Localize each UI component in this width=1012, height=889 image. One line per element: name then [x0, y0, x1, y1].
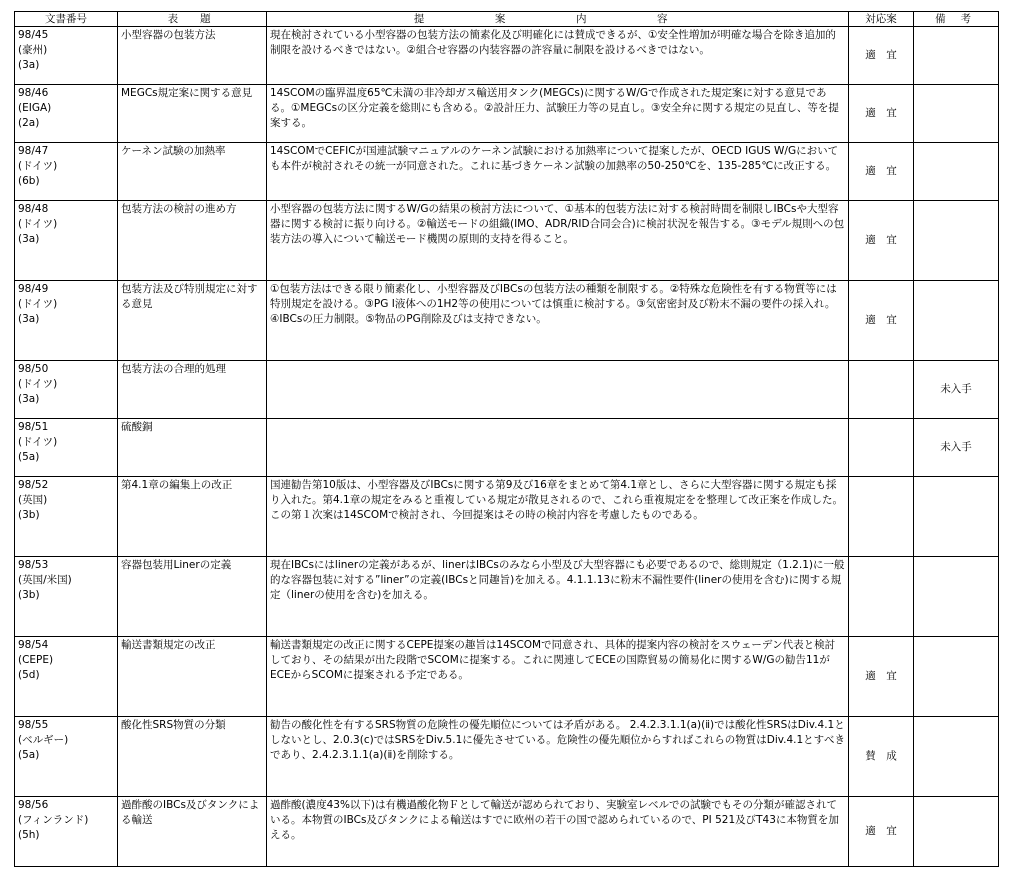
- table-row: [15, 85, 999, 143]
- table-row: [15, 637, 999, 717]
- title-cell: 包装方法の検討の進め方: [118, 201, 267, 281]
- proposal-content-cell: 現在IBCsにはlinerの定義があるが、linerはIBCsのみなら小型及び大型容器にも必要であるので、総則規定（1.2.1)に一般的な容器包装に対する”liner”の定義(IBCsと同趣旨)を加える。4.1.1.13に粉末不漏性要件(linerの使用を含む)に関する規定（linerの使用を含む)を加える。: [267, 557, 849, 637]
- remarks-cell: [914, 281, 999, 361]
- doc-code: (3a): [18, 313, 40, 325]
- proposal-table-container: [14, 11, 999, 867]
- doc-origin: (英国/米国): [18, 574, 72, 586]
- doc-number-cell: [15, 637, 118, 717]
- remarks-cell: [914, 201, 999, 281]
- proposal-content-cell: 現在検討されている小型容器の包装方法の簡素化及び明確化には賛成できるが、①安全性増加が明確な場合を除き追加的制限を設けるべきではない。②組合せ容器の内装容器の許容量に制限を設けるべきではない。: [267, 27, 849, 85]
- proposal-content-cell: 勧告の酸化性を有するSRS物質の危険性の優先順位については矛盾がある。 2.4.2.3.1.1(a)(ⅱ)では酸化性SRSはDiv.4.1としないとし、2.0.3(c)ではSRSをDiv.5.1に優先させている。危険性の優先順位からすればこれらの物質はDiv.4.1とすべきであり、2.4.2.3.1.1(a)(ⅱ)を削除する。: [267, 717, 849, 797]
- proposal-content-cell: [267, 419, 849, 477]
- header-proposal: 提 案 内 容: [267, 12, 849, 27]
- response-cell: 適 宜: [849, 281, 914, 361]
- table-row: [15, 201, 999, 281]
- remarks-cell: 未入手: [914, 361, 999, 419]
- doc-number-cell: [15, 85, 118, 143]
- response-cell: 適 宜: [849, 797, 914, 867]
- doc-number: 98/46: [18, 87, 49, 99]
- proposal-content-cell: 14SCOMでCEFICが国連試験マニュアルのケーネン試験における加熱率について提案したが、OECD IGUS W/Gにおいても本件が検討されその統一が同意された。これに基づきケーネン試験の加熱率の50-250℃を、135-285℃に改正する。: [267, 143, 849, 201]
- response-cell: 適 宜: [849, 85, 914, 143]
- doc-code: (5h): [18, 829, 40, 841]
- response-cell: [849, 361, 914, 419]
- doc-origin: (豪州): [18, 44, 48, 56]
- table-row: [15, 477, 999, 557]
- response-cell: 賛 成: [849, 717, 914, 797]
- proposal-table: [14, 11, 999, 867]
- doc-number: 98/49: [18, 283, 49, 295]
- proposal-content-cell: 国連勧告第10版は、小型容器及びIBCsに関する第9及び16章をまとめて第4.1章とし、さらに大型容器に関する規定も採り入れた。第4.1章の規定をみると重複している規定が散見されるので、これら重複規定をを整理して改正案を作成した。この第１次案は14SCOMで検討され、今回提案はその時の検討内容を考慮したものである。: [267, 477, 849, 557]
- response-cell: 適 宜: [849, 201, 914, 281]
- remarks-cell: [914, 85, 999, 143]
- doc-origin: (CEPE): [18, 654, 54, 666]
- doc-number: 98/51: [18, 421, 49, 433]
- doc-code: (6b): [18, 175, 40, 187]
- doc-origin: (ベルギー): [18, 734, 69, 746]
- header-title: 表 題: [118, 12, 267, 27]
- doc-origin: (ドイツ): [18, 160, 58, 172]
- remarks-cell: [914, 27, 999, 85]
- doc-number-cell: [15, 27, 118, 85]
- doc-number: 98/45: [18, 29, 49, 41]
- table-row: [15, 27, 999, 85]
- doc-number-cell: [15, 143, 118, 201]
- table-row: [15, 143, 999, 201]
- table-row: [15, 281, 999, 361]
- table-row: [15, 419, 999, 477]
- doc-number: 98/56: [18, 799, 49, 811]
- doc-code: (2a): [18, 117, 40, 129]
- doc-number-cell: [15, 201, 118, 281]
- title-cell: 第4.1章の編集上の改正: [118, 477, 267, 557]
- remarks-cell: [914, 143, 999, 201]
- title-cell: 酸化性SRS物質の分類: [118, 717, 267, 797]
- doc-code: (5d): [18, 669, 40, 681]
- doc-code: (5a): [18, 749, 40, 761]
- proposal-content-cell: 小型容器の包装方法に関するW/Gの結果の検討方法について、①基本的包装方法に対する検討時間を制限しIBCsや大型容器に関する検討に振り向ける。②輸送モードの組織(IMO、ADR/RID合同会合)に検討状況を報告する。③モデル規則への包装方法の導入について輸送モード機関の原則的支持を得ること。: [267, 201, 849, 281]
- doc-origin: (ドイツ): [18, 218, 58, 230]
- doc-origin: (ドイツ): [18, 436, 58, 448]
- proposal-content-cell: [267, 361, 849, 419]
- doc-number: 98/54: [18, 639, 49, 651]
- title-cell: 容器包装用Linerの定義: [118, 557, 267, 637]
- doc-number: 98/47: [18, 145, 49, 157]
- remarks-cell: [914, 637, 999, 717]
- response-cell: 適 宜: [849, 143, 914, 201]
- doc-number: 98/53: [18, 559, 49, 571]
- title-cell: 過酢酸のIBCs及びタンクによる輸送: [118, 797, 267, 867]
- doc-code: (5a): [18, 451, 40, 463]
- doc-code: (3a): [18, 59, 40, 71]
- proposal-content-cell: 輸送書類規定の改正に関するCEPE提案の趣旨は14SCOMで同意され、具体的提案内容の検討をスウェーデン代表と検討しており、その結果が出た段階でSCOMに提案する。これに関連してECEの国際貿易の簡易化に関するW/Gの勧告11がECEからSCOMに提案される予定である。: [267, 637, 849, 717]
- doc-code: (3b): [18, 589, 40, 601]
- table-row: [15, 797, 999, 867]
- doc-number-cell: [15, 419, 118, 477]
- doc-number: 98/55: [18, 719, 49, 731]
- title-cell: 輸送書類規定の改正: [118, 637, 267, 717]
- response-cell: [849, 477, 914, 557]
- doc-origin: (フィンランド): [18, 814, 89, 826]
- header-remarks: 備 考: [914, 12, 999, 27]
- doc-origin: (ドイツ): [18, 378, 58, 390]
- table-row: [15, 557, 999, 637]
- proposal-content-cell: ①包装方法はできる限り簡素化し、小型容器及びIBCsの包装方法の種類を制限する。②特殊な危険性を有する物質等には特別規定を設ける。③PG I液体への1H2等の使用については慎重に検討する。③気密密封及び粉末不漏の要件の採入れ。④IBCsの圧力制限。⑤物品のPG削除及びは支持できない。: [267, 281, 849, 361]
- doc-origin: (英国): [18, 494, 48, 506]
- doc-number-cell: [15, 281, 118, 361]
- title-cell: 小型容器の包装方法: [118, 27, 267, 85]
- doc-origin: (EIGA): [18, 102, 52, 114]
- doc-number-cell: [15, 477, 118, 557]
- remarks-cell: [914, 477, 999, 557]
- remarks-cell: 未入手: [914, 419, 999, 477]
- header-response: 対応案: [849, 12, 914, 27]
- doc-number-cell: [15, 557, 118, 637]
- title-cell: 包装方法の合理的処理: [118, 361, 267, 419]
- table-row: [15, 361, 999, 419]
- title-cell: 包装方法及び特別規定に対する意見: [118, 281, 267, 361]
- doc-number: 98/50: [18, 363, 49, 375]
- title-cell: ケーネン試験の加熱率: [118, 143, 267, 201]
- response-cell: 適 宜: [849, 637, 914, 717]
- doc-number: 98/52: [18, 479, 49, 491]
- response-cell: 適 宜: [849, 27, 914, 85]
- proposal-content-cell: 14SCOMの臨界温度65℃未満の非冷却ガス輸送用タンク(MEGCs)に関するW/Gで作成された規定案に対する意見である。①MEGCsの区分定義を総則にも含める。②設計圧力、試験圧力等の見直し。③安全弁に関する規定の見直し、等を提案する。: [267, 85, 849, 143]
- doc-code: (3b): [18, 509, 40, 521]
- proposal-content-cell: 過酢酸(濃度43%以下)は有機過酸化物Ｆとして輸送が認められており、実験室レベルでの試験でもその分類が確認されている。本物質のIBCs及びタンクによる輸送はすでに欧州の若干の国で認められているので、PI 521及びT43に本物質を加える。: [267, 797, 849, 867]
- doc-code: (3a): [18, 233, 40, 245]
- doc-origin: (ドイツ): [18, 298, 58, 310]
- doc-number-cell: [15, 797, 118, 867]
- title-cell: 硫酸銅: [118, 419, 267, 477]
- table-row: [15, 717, 999, 797]
- doc-code: (3a): [18, 393, 40, 405]
- remarks-cell: [914, 717, 999, 797]
- header-doc-no: 文書番号: [15, 12, 118, 27]
- title-cell: MEGCs規定案に関する意見: [118, 85, 267, 143]
- doc-number-cell: [15, 361, 118, 419]
- doc-number: 98/48: [18, 203, 49, 215]
- remarks-cell: [914, 797, 999, 867]
- header-row: [15, 12, 999, 27]
- response-cell: [849, 557, 914, 637]
- remarks-cell: [914, 557, 999, 637]
- response-cell: [849, 419, 914, 477]
- doc-number-cell: [15, 717, 118, 797]
